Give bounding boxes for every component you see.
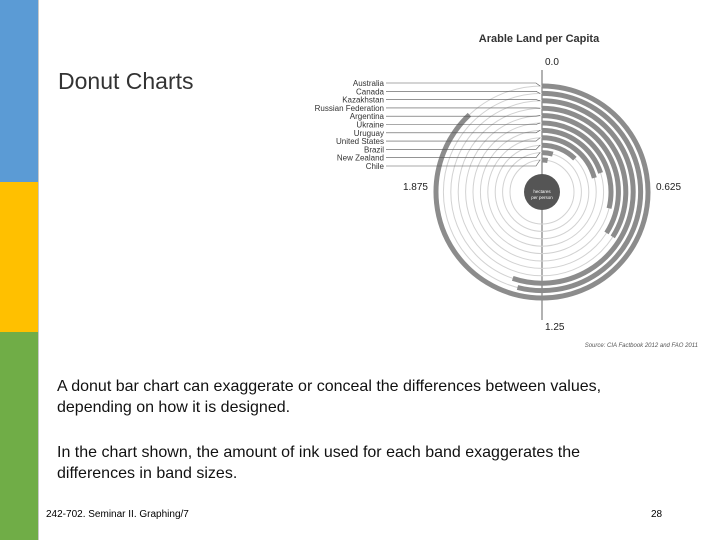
category-labels: [315, 79, 385, 171]
category-label-5: Ukraine: [356, 120, 384, 130]
sidebar-green-block: [0, 332, 38, 540]
leader-lines: [386, 83, 540, 166]
sidebar-blue-block: [0, 0, 38, 182]
paragraph-2: In the chart shown, the amount of ink used for each band exaggerates the differences in band sizes.: [57, 444, 581, 482]
category-label-8: Brazil: [363, 145, 384, 155]
paragraph-1: A donut bar chart can exaggerate or conceal the differences between values, depending on how it is designed.: [57, 378, 602, 416]
category-label-6: Uruguay: [353, 128, 384, 138]
tick-label-2: 1.25: [545, 322, 565, 333]
sidebar-yellow-block: [0, 182, 38, 332]
leader-line-0: [386, 83, 540, 86]
footer-course-label: 242-702. Seminar II. Graphing/7: [46, 509, 189, 520]
slide-title: Donut Charts: [58, 68, 194, 94]
category-label-10: Chile: [365, 162, 384, 171]
leader-line-2: [386, 100, 540, 101]
sidebar-divider: [38, 0, 39, 540]
leader-line-7: [386, 138, 540, 141]
band-arc-9: [542, 153, 553, 155]
category-label-4: Argentina: [349, 112, 384, 122]
category-label-7: United States: [335, 137, 384, 147]
leader-line-1: [386, 91, 540, 93]
donut-bar-chart: [290, 26, 710, 356]
leader-line-4: [386, 116, 540, 117]
chart-center-label: hectares per person: [531, 189, 553, 200]
category-label-0: Australia: [352, 79, 384, 88]
category-label-2: Kazakhstan: [342, 95, 384, 105]
chart-title: Arable Land per Capita: [478, 33, 600, 45]
tick-label-3: 1.875: [402, 182, 428, 193]
category-label-1: Canada: [355, 87, 384, 97]
sidebar-decoration: [0, 0, 38, 540]
leader-line-9: [386, 153, 540, 158]
category-label-9: New Zealand: [336, 153, 384, 163]
page-number: 28: [651, 509, 663, 520]
tick-label-0: 0.0: [545, 57, 559, 68]
chart-source: Source: CIA Factbook 2012 and FAO 2011: [584, 343, 698, 349]
tick-label-1: 0.625: [656, 182, 682, 193]
category-label-3: Russian Federation: [314, 103, 384, 113]
